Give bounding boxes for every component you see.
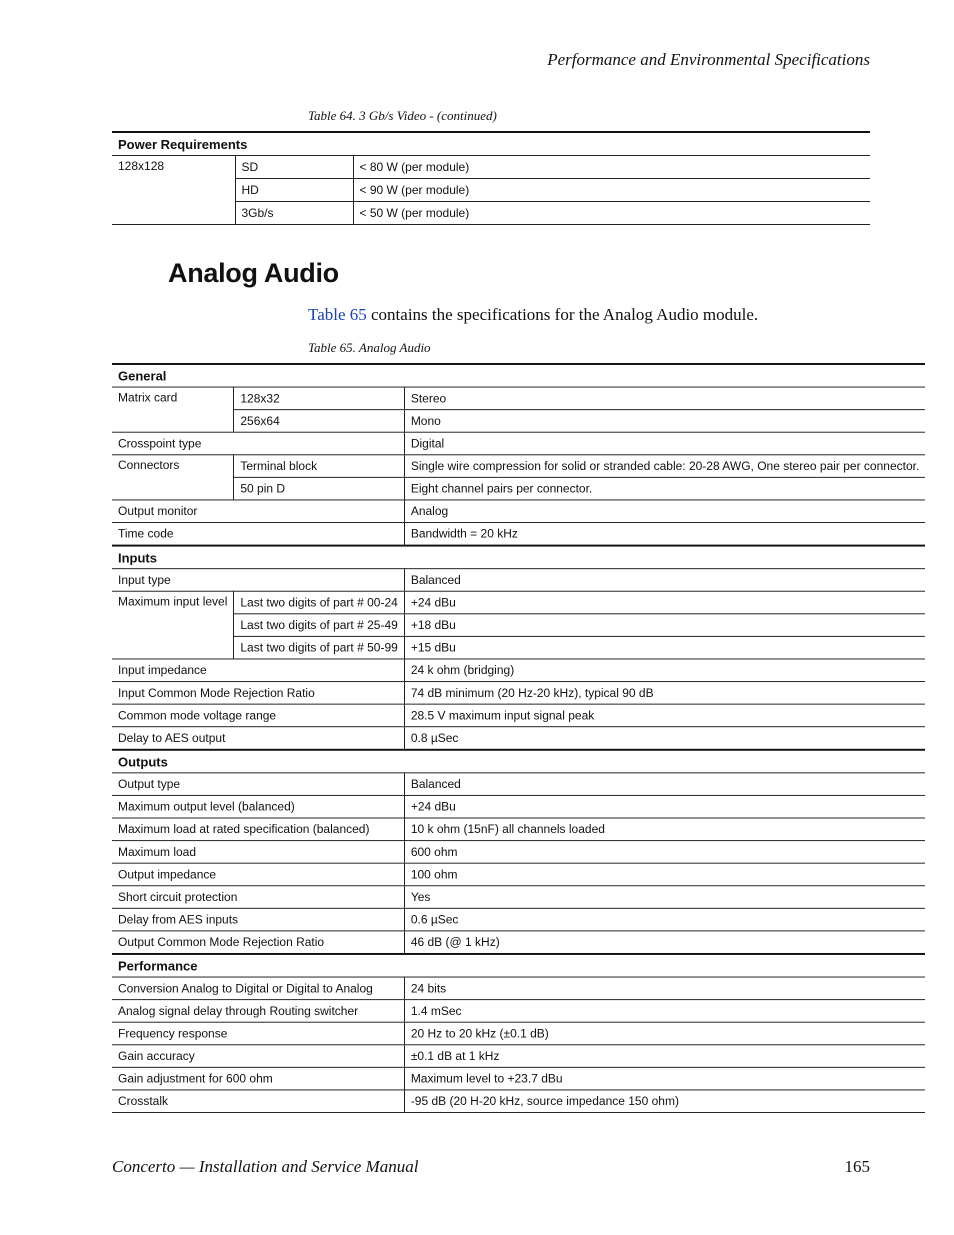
format-cell: HD [235, 179, 353, 202]
row-label: Time code [112, 523, 404, 546]
value-cell: Stereo [404, 387, 925, 410]
table-row [112, 727, 925, 750]
value-cell: < 90 W (per module) [353, 179, 870, 202]
value-cell: 46 dB (@ 1 kHz) [404, 931, 925, 954]
value-cell: +24 dBu [404, 591, 925, 614]
value-cell: 0.8 µSec [404, 727, 925, 750]
value-cell: 10 k ohm (15nF) all channels loaded [404, 818, 925, 841]
row-label: Gain adjustment for 600 ohm [112, 1067, 404, 1090]
sub-label: Terminal block [234, 455, 404, 478]
value-cell: Balanced [404, 773, 925, 796]
row-label: Input type [112, 569, 404, 592]
value-cell: 100 ohm [404, 863, 925, 886]
row-label: Gain accuracy [112, 1045, 404, 1068]
row-label: Common mode voltage range [112, 704, 404, 727]
table-row [112, 908, 925, 931]
table-row [112, 614, 925, 637]
table-row [112, 410, 925, 433]
row-label: Maximum input level [112, 591, 234, 659]
table-row [112, 1000, 925, 1023]
value-cell: < 80 W (per module) [353, 156, 870, 179]
table-row [112, 591, 925, 614]
table-65-link[interactable]: Table 65 [308, 305, 367, 324]
row-label: Short circuit protection [112, 886, 404, 909]
table-row [112, 477, 925, 500]
value-cell: Single wire compression for solid or stranded cable: 20-28 AWG, One stereo pair per connector. [404, 455, 925, 478]
row-label: Maximum load at rated specification (balanced) [112, 818, 404, 841]
value-cell: Digital [404, 432, 925, 455]
value-cell: < 50 W (per module) [353, 202, 870, 225]
value-cell: 74 dB minimum (20 Hz-20 kHz), typical 90 dB [404, 682, 925, 705]
value-cell: 0.6 µSec [404, 908, 925, 931]
section-title: Analog Audio [168, 258, 339, 288]
table-row [112, 500, 925, 523]
table-64 [112, 131, 870, 225]
row-label: Delay from AES inputs [112, 908, 404, 931]
value-cell: Maximum level to +23.7 dBu [404, 1067, 925, 1090]
sub-label: Last two digits of part # 00-24 [234, 591, 404, 614]
table-row [112, 977, 925, 1000]
intro-paragraph [308, 305, 758, 325]
value-cell: ±0.1 dB at 1 kHz [404, 1045, 925, 1068]
value-cell: 20 Hz to 20 kHz (±0.1 dB) [404, 1022, 925, 1045]
running-header: Performance and Environmental Specifications [547, 50, 870, 69]
value-cell: Bandwidth = 20 kHz [404, 523, 925, 546]
table-65-caption: Table 65. Analog Audio [308, 340, 431, 355]
row-label: Delay to AES output [112, 727, 404, 750]
sub-label: 256x64 [234, 410, 404, 433]
table-row [112, 931, 925, 954]
frame-size-cell: 128x128 [112, 156, 235, 225]
value-cell: Eight channel pairs per connector. [404, 477, 925, 500]
row-label: Maximum load [112, 841, 404, 864]
row-label: Output monitor [112, 500, 404, 523]
table-64-caption: Table 64. 3 Gb/s Video - (continued) [308, 108, 497, 123]
row-label: Output type [112, 773, 404, 796]
value-cell: 600 ohm [404, 841, 925, 864]
table-row [112, 841, 925, 864]
row-label: Output impedance [112, 863, 404, 886]
table-row [112, 773, 925, 796]
section-heading-inputs: Inputs [112, 546, 925, 569]
value-cell: 1.4 mSec [404, 1000, 925, 1023]
table-row [112, 455, 925, 478]
table-row [112, 432, 925, 455]
row-label: Maximum output level (balanced) [112, 795, 404, 818]
section-heading-performance: Performance [112, 954, 925, 977]
table-row [112, 1090, 925, 1113]
row-label: Analog signal delay through Routing switcher [112, 1000, 404, 1023]
section-heading-general: General [112, 364, 925, 387]
value-cell: Analog [404, 500, 925, 523]
footer-manual-title: Concerto — Installation and Service Manual [112, 1157, 419, 1176]
row-label: Frequency response [112, 1022, 404, 1045]
intro-text: contains the specifications for the Analog Audio module. [366, 305, 759, 324]
value-cell: Yes [404, 886, 925, 909]
row-label: Input Common Mode Rejection Ratio [112, 682, 404, 705]
value-cell: 28.5 V maximum input signal peak [404, 704, 925, 727]
table-65 [112, 363, 925, 1113]
row-label: Input impedance [112, 659, 404, 682]
sub-label: Last two digits of part # 50-99 [234, 636, 404, 659]
table-row [112, 795, 925, 818]
table-row [112, 682, 925, 705]
row-label: Connectors [112, 455, 234, 500]
table-row [112, 1067, 925, 1090]
table-row [112, 156, 870, 179]
value-cell: Balanced [404, 569, 925, 592]
value-cell: +15 dBu [404, 636, 925, 659]
table-row [112, 818, 925, 841]
value-cell: 24 k ohm (bridging) [404, 659, 925, 682]
value-cell: +18 dBu [404, 614, 925, 637]
value-cell: 24 bits [404, 977, 925, 1000]
format-cell: 3Gb/s [235, 202, 353, 225]
table-row [112, 1045, 925, 1068]
row-label: Crosspoint type [112, 432, 404, 455]
table-row [112, 659, 925, 682]
table-row [112, 1022, 925, 1045]
sub-label: 128x32 [234, 387, 404, 410]
sub-label: Last two digits of part # 25-49 [234, 614, 404, 637]
value-cell: Mono [404, 410, 925, 433]
format-cell: SD [235, 156, 353, 179]
page-number: 165 [844, 1157, 870, 1176]
section-heading-outputs: Outputs [112, 750, 925, 773]
table-row [112, 863, 925, 886]
table-row [112, 886, 925, 909]
row-label: Conversion Analog to Digital or Digital to Analog [112, 977, 404, 1000]
table-row [112, 636, 925, 659]
table-row [112, 704, 925, 727]
section-heading-power: Power Requirements [112, 132, 870, 156]
table-row [112, 523, 925, 546]
value-cell: -95 dB (20 H-20 kHz, source impedance 150 ohm) [404, 1090, 925, 1113]
row-label: Matrix card [112, 387, 234, 432]
value-cell: +24 dBu [404, 795, 925, 818]
table-row [112, 569, 925, 592]
row-label: Crosstalk [112, 1090, 404, 1113]
row-label: Output Common Mode Rejection Ratio [112, 931, 404, 954]
table-row [112, 387, 925, 410]
sub-label: 50 pin D [234, 477, 404, 500]
